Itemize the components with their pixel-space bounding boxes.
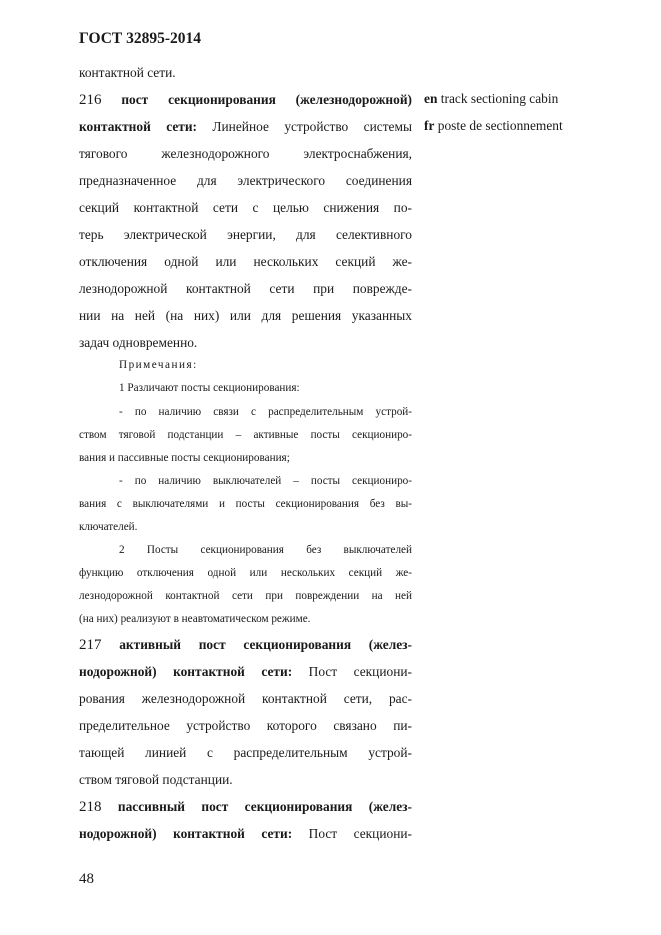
- note-line: функцию отключения одной или нескольких секций же-: [79, 567, 412, 579]
- translation-en: [424, 91, 558, 107]
- text-line: нодорожной) контактной сети: Пост секциони-: [79, 826, 413, 841]
- term-number: 218: [79, 799, 102, 815]
- text-line: отключения одной или нескольких секций же-: [79, 254, 412, 269]
- text-line: контактной сети: Линейное устройство системы: [79, 119, 412, 134]
- note-line: вания с выключателями и посты секционирования без вы-: [79, 498, 412, 510]
- lang-code-fr: fr: [424, 118, 435, 133]
- document-header: ГОСТ 32895-2014: [79, 30, 202, 47]
- text-line: ством тяговой подстанции.: [79, 772, 233, 787]
- term-number: 217: [79, 637, 102, 653]
- text-line: терь электрической энергии, для селективного: [79, 227, 412, 242]
- note-line: (на них) реализуют в неавтоматическом режиме.: [79, 613, 311, 625]
- term-number: 216: [79, 92, 102, 108]
- term-218-heading: [79, 798, 412, 816]
- term-name: нодорожной) контактной сети:: [79, 826, 293, 841]
- text-line: нии на ней (на них) или для решения указанных: [79, 308, 412, 323]
- term-name: контактной сети:: [79, 119, 198, 134]
- page-number: 48: [79, 871, 94, 887]
- term-216-heading: [79, 91, 412, 109]
- term-name: пост секционирования (железнодорожной): [121, 92, 412, 107]
- note-line: ством тяговой подстанции – активные посты секциониро-: [79, 429, 412, 441]
- note-line: ключателей.: [79, 521, 138, 533]
- term-217-heading: [79, 636, 412, 654]
- text-line: предназначенное для электрического соединения: [79, 173, 412, 188]
- note-line: 2 Посты секционирования без выключателей: [119, 544, 412, 556]
- note-line: 1 Различают посты секционирования:: [119, 382, 300, 394]
- text-line: рования железнодорожной контактной сети, рас-: [79, 691, 412, 706]
- term-name: нодорожной) контактной сети:: [79, 664, 293, 679]
- text-line: тягового железнодорожного электроснабжения,: [79, 146, 412, 161]
- note-line: - по наличию связи с распределительным устрой-: [119, 406, 412, 418]
- term-name: пассивный пост секционирования (желез-: [117, 799, 412, 814]
- note-line: лезнодорожной контактной сети при повреждении на ней: [79, 590, 412, 602]
- note-line: - по наличию выключателей – посты секциониро-: [119, 475, 412, 487]
- notes-title: Примечания:: [119, 359, 198, 371]
- text-line: задач одновременно.: [79, 335, 198, 350]
- text-line: контактной сети.: [79, 65, 176, 80]
- note-line: вания и пассивные посты секционирования;: [79, 452, 290, 464]
- text-line: пределительное устройство которого связано пи-: [79, 718, 412, 733]
- translation-fr: [424, 118, 563, 134]
- text-line: секций контактной сети с целью снижения по-: [79, 200, 412, 215]
- text-line: лезнодорожной контактной сети при поврежде-: [79, 281, 412, 296]
- term-name: активный пост секционирования (желез-: [119, 637, 412, 652]
- translation-text-fr: poste de sectionnement: [437, 118, 563, 133]
- text-line: нодорожной) контактной сети: Пост секциони-: [79, 664, 413, 679]
- text-line: тающей линией с распределительным устрой-: [79, 745, 412, 760]
- translation-text-en: track sectioning cabin: [440, 91, 559, 106]
- lang-code-en: en: [424, 91, 438, 106]
